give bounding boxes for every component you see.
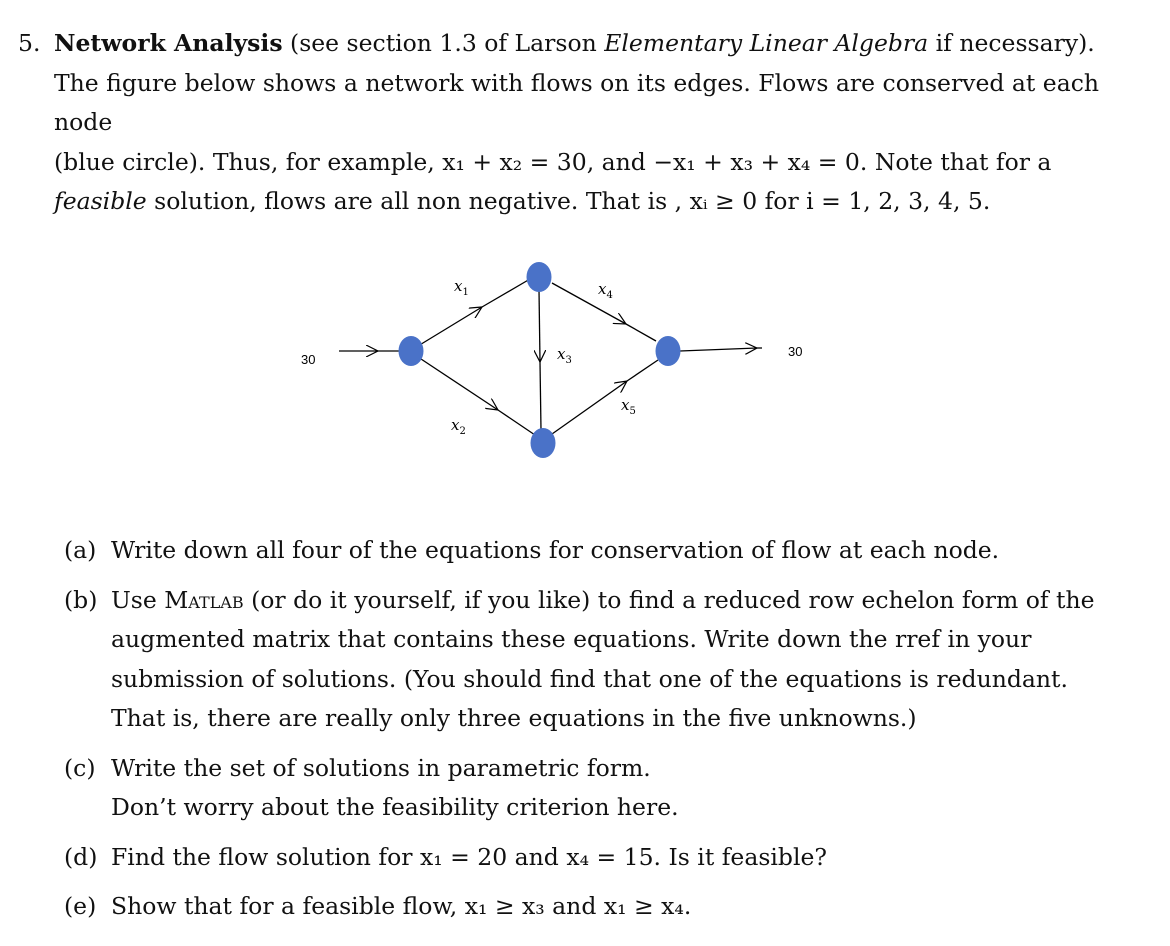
edge-label-x5: $x_5$ (621, 396, 636, 417)
index-range: i = 1, 2, 3, 4, 5 (806, 187, 983, 215)
part-c (64, 749, 1124, 828)
part-c-line-2: Don’t worry about the feasibility criterion here. (111, 793, 679, 821)
inflow-label: 30 (301, 352, 316, 367)
node-top (527, 262, 552, 292)
part-d-eq-b: x₄ = 15 (566, 842, 654, 871)
reference-prefix: (see section 1.3 of Larson (290, 29, 605, 57)
intro-line-4c: . (982, 187, 991, 215)
part-c-body (111, 749, 1124, 828)
part-b-label: (b) (64, 585, 98, 614)
part-b (64, 581, 1124, 739)
edge-label-x1: $x_1$ (454, 277, 469, 298)
part-b-text-a: Use (111, 585, 165, 614)
edge-x4 (626, 324, 656, 341)
node-right (656, 336, 681, 366)
part-e (64, 887, 1124, 927)
edge-x3 (540, 362, 541, 430)
edge-x1-arrow (418, 307, 482, 346)
edge-x4-arrow (552, 283, 626, 324)
outflow-arrow (680, 348, 757, 351)
intro-line-3a: (blue circle). Thus, for example, (54, 147, 443, 176)
book-title: Elementary Linear Algebra (604, 29, 929, 57)
part-d (64, 838, 1124, 878)
part-e-ineq-a: x₁ ≥ x₃ (464, 892, 545, 920)
part-d-eq-a: x₁ = 20 (419, 842, 508, 871)
feasible-word: feasible (54, 187, 147, 215)
part-d-text-b: and (507, 842, 567, 871)
part-b-text-b: (or do it yourself, if you like) to find a reduced row echelon form of the augmented matrix that contains these equations. Write down the rref in your submission of solutions. (You should find that one of the equations is redundant. That is, there are really only three equations in the five unknowns.) (111, 585, 1095, 732)
part-a-label: (a) (64, 536, 97, 564)
part-a-text: Write down all four of the equations for conservation of flow at each node. (111, 536, 1000, 564)
equation-node-1: x₁ + x₂ = 30 (442, 147, 587, 176)
part-e-ineq-b: x₁ ≥ x₄ (603, 892, 684, 920)
intro-line-3b: , and (586, 147, 654, 176)
part-e-text-a: Show that for a feasible flow, (111, 892, 465, 920)
part-d-body (111, 838, 1124, 878)
edge-x2-arrow (418, 357, 498, 410)
part-c-line-1: Write the set of solutions in parametric form. (111, 753, 651, 782)
edge-x5 (627, 360, 658, 381)
part-e-label: (e) (64, 892, 97, 920)
part-d-text-a: Find the flow solution for (111, 842, 420, 871)
problem-number: 5. (18, 29, 41, 57)
matlab-word: Matlab (164, 585, 244, 614)
edge-label-x2: $x_2$ (451, 416, 466, 437)
edge-x3-arrow (539, 290, 540, 362)
intro-line-3c: . Note that for a (859, 147, 1052, 176)
part-d-text-c: . Is it feasible? (653, 842, 827, 871)
intro-line-4b: for (757, 187, 807, 215)
intro-line-2: The figure below shows a network with flows on its edges. Flows are conserved at each node (54, 68, 1100, 136)
part-e-body (111, 887, 1124, 927)
nonneg-condition: xᵢ ≥ 0 (689, 187, 758, 215)
part-a (64, 531, 1124, 571)
node-bottom (531, 428, 556, 458)
part-b-body (111, 581, 1124, 739)
node-left (399, 336, 424, 366)
equation-node-2: −x₁ + x₃ + x₄ = 0 (653, 147, 860, 176)
outflow-label: 30 (788, 344, 803, 359)
problem-title: Network Analysis (54, 29, 283, 57)
edge-x2 (498, 410, 535, 435)
part-d-label: (d) (64, 842, 98, 871)
part-c-label: (c) (64, 753, 96, 782)
part-e-text-c: . (683, 892, 692, 920)
part-e-text-b: and (544, 892, 604, 920)
edge-label-x4: $x_4$ (598, 280, 613, 301)
edge-x5-arrow (552, 381, 627, 434)
intro-line-4a: solution, flows are all non negative. That is , (146, 187, 690, 215)
parts-list (64, 531, 1124, 937)
edge-label-x3: $x_3$ (557, 345, 572, 366)
edge-x1 (482, 279, 530, 307)
reference-suffix: if necessary). (928, 29, 1095, 57)
